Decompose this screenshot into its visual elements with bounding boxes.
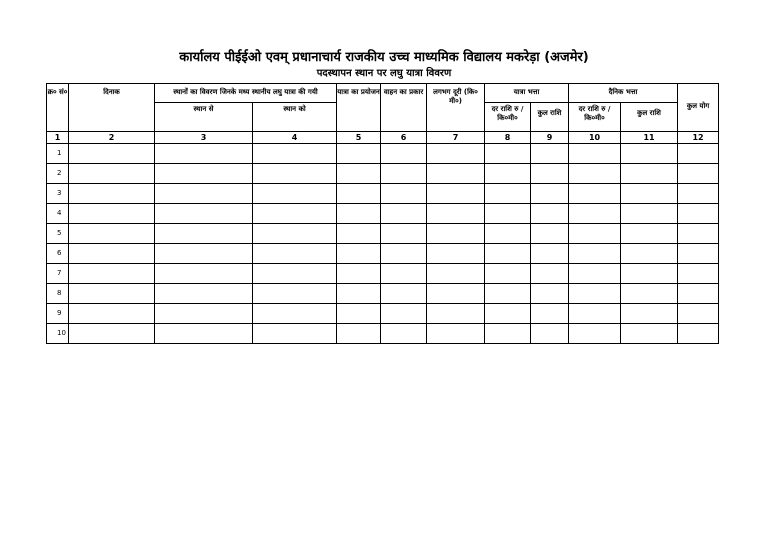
- table-cell: [427, 244, 485, 264]
- table-cell: [253, 264, 337, 284]
- table-cell: [253, 244, 337, 264]
- table-cell: [678, 284, 719, 304]
- header-distance: लगभग दूरी (कि० मी०): [427, 84, 485, 132]
- table-row: [47, 324, 719, 344]
- table-cell: [155, 304, 253, 324]
- row-serial-number: 6: [47, 244, 69, 264]
- table-cell: [621, 264, 678, 284]
- table-cell: [569, 224, 621, 244]
- table-cell: [678, 204, 719, 224]
- header-da-total: कुल राशि: [621, 103, 678, 132]
- table-cell: [155, 164, 253, 184]
- row-serial-number: 3: [47, 184, 69, 204]
- table-cell: [253, 304, 337, 324]
- table-cell: [569, 284, 621, 304]
- row-serial-number: 9: [47, 304, 69, 324]
- table-cell: [678, 164, 719, 184]
- table-cell: [531, 264, 569, 284]
- table-cell: [621, 284, 678, 304]
- column-number: 8: [485, 132, 531, 144]
- table-cell: [678, 304, 719, 324]
- column-number: 10: [569, 132, 621, 144]
- table-cell: [69, 304, 155, 324]
- column-number: 1: [47, 132, 69, 144]
- table-cell: [678, 244, 719, 264]
- table-cell: [531, 284, 569, 304]
- table-cell: [678, 184, 719, 204]
- table-cell: [569, 164, 621, 184]
- header-vehicle: वाहन का प्रकार: [381, 84, 427, 132]
- table-cell: [253, 324, 337, 344]
- table-row: [47, 304, 719, 324]
- table-cell: [337, 304, 381, 324]
- table-cell: [155, 144, 253, 164]
- header-ta-rate: दर राशि रु /कि०मी०: [485, 103, 531, 132]
- table-cell: [253, 204, 337, 224]
- table-cell: [621, 324, 678, 344]
- table-cell: [531, 324, 569, 344]
- header-travel-allowance: यात्रा भत्ता: [485, 84, 569, 103]
- table-cell: [678, 144, 719, 164]
- table-cell: [621, 184, 678, 204]
- row-serial-number: 8: [47, 284, 69, 304]
- column-number: 2: [69, 132, 155, 144]
- table-cell: [69, 204, 155, 224]
- table-cell: [69, 244, 155, 264]
- header-grand-total: कुल योग: [678, 84, 719, 132]
- table-row: [47, 224, 719, 244]
- table-cell: [621, 244, 678, 264]
- table-cell: [337, 244, 381, 264]
- table-cell: [485, 244, 531, 264]
- table-cell: [485, 184, 531, 204]
- table-cell: [531, 184, 569, 204]
- table-cell: [569, 264, 621, 284]
- table-cell: [337, 284, 381, 304]
- table-cell: [253, 284, 337, 304]
- table-cell: [337, 264, 381, 284]
- table-cell: [427, 204, 485, 224]
- table-cell: [427, 304, 485, 324]
- table-cell: [485, 264, 531, 284]
- column-number: 6: [381, 132, 427, 144]
- table-cell: [69, 184, 155, 204]
- column-number: 5: [337, 132, 381, 144]
- table-cell: [69, 324, 155, 344]
- column-number-row: [47, 132, 719, 144]
- table-cell: [381, 284, 427, 304]
- table-cell: [531, 204, 569, 224]
- table-cell: [485, 224, 531, 244]
- header-da-rate: दर राशि रु /कि०मी०: [569, 103, 621, 132]
- header-purpose: यात्रा का प्रयोजन: [337, 84, 381, 132]
- table-cell: [485, 144, 531, 164]
- row-serial-number: 1: [47, 144, 69, 164]
- table-cell: [337, 324, 381, 344]
- table-cell: [621, 304, 678, 324]
- table-cell: [531, 144, 569, 164]
- table-cell: [569, 304, 621, 324]
- table-cell: [427, 284, 485, 304]
- table-cell: [485, 304, 531, 324]
- header-places-group: स्थानों का विवरण जिनके मध्य स्थानीय लघु यात्रा की गयी: [155, 84, 337, 103]
- table-cell: [155, 264, 253, 284]
- table-cell: [381, 144, 427, 164]
- header-serial: क्र० सं०: [47, 84, 69, 132]
- table-row: [47, 184, 719, 204]
- table-cell: [621, 144, 678, 164]
- table-cell: [253, 224, 337, 244]
- row-serial-number: 7: [47, 264, 69, 284]
- table-cell: [531, 164, 569, 184]
- document-subtitle: पदस्थापन स्थान पर लघु यात्रा विवरण: [316, 68, 452, 79]
- table-cell: [337, 164, 381, 184]
- table-cell: [427, 184, 485, 204]
- row-serial-number: 4: [47, 204, 69, 224]
- table-cell: [155, 204, 253, 224]
- table-cell: [427, 264, 485, 284]
- table-cell: [678, 324, 719, 344]
- table-cell: [485, 324, 531, 344]
- table-cell: [381, 164, 427, 184]
- table-row: [47, 164, 719, 184]
- table-cell: [621, 164, 678, 184]
- table-cell: [69, 264, 155, 284]
- column-number: 7: [427, 132, 485, 144]
- table-cell: [155, 184, 253, 204]
- table-cell: [253, 184, 337, 204]
- table-cell: [69, 284, 155, 304]
- column-number: 12: [678, 132, 719, 144]
- header-place-from: स्थान से: [155, 103, 253, 132]
- table-cell: [381, 264, 427, 284]
- table-row: [47, 244, 719, 264]
- header-daily-allowance: दैनिक भत्ता: [569, 84, 678, 103]
- table-cell: [569, 324, 621, 344]
- table-row: [47, 264, 719, 284]
- table-cell: [69, 224, 155, 244]
- table-cell: [337, 224, 381, 244]
- table-cell: [337, 204, 381, 224]
- table-cell: [155, 224, 253, 244]
- table-row: [47, 144, 719, 164]
- row-serial-number: 2: [47, 164, 69, 184]
- table-cell: [381, 304, 427, 324]
- table-cell: [485, 284, 531, 304]
- row-serial-number: 10: [47, 324, 69, 344]
- table-cell: [569, 184, 621, 204]
- header-place-to: स्थान को: [253, 103, 337, 132]
- table-cell: [427, 144, 485, 164]
- table-cell: [69, 164, 155, 184]
- table-cell: [621, 224, 678, 244]
- table-cell: [381, 184, 427, 204]
- table-cell: [569, 204, 621, 224]
- table-cell: [253, 144, 337, 164]
- column-number: 3: [155, 132, 253, 144]
- table-cell: [155, 324, 253, 344]
- row-serial-number: 5: [47, 224, 69, 244]
- table-cell: [427, 224, 485, 244]
- document-title: कार्यालय पीईईओ एवम् प्रधानाचार्य राजकीय उच्च माध्यमिक विद्यालय मकरेड़ा (अजमेर): [179, 50, 589, 65]
- column-number: 11: [621, 132, 678, 144]
- table-cell: [569, 144, 621, 164]
- table-cell: [531, 244, 569, 264]
- table-cell: [485, 164, 531, 184]
- table-cell: [69, 144, 155, 164]
- table-cell: [337, 144, 381, 164]
- table-cell: [155, 284, 253, 304]
- table-cell: [381, 244, 427, 264]
- table-cell: [569, 244, 621, 264]
- table-cell: [155, 244, 253, 264]
- table-cell: [427, 324, 485, 344]
- table-cell: [381, 224, 427, 244]
- header-date: दिनाक: [69, 84, 155, 132]
- table-row: [47, 284, 719, 304]
- table-cell: [621, 204, 678, 224]
- column-number: 9: [531, 132, 569, 144]
- table-cell: [253, 164, 337, 184]
- table-row: [47, 204, 719, 224]
- table-cell: [337, 184, 381, 204]
- table-cell: [485, 204, 531, 224]
- table-cell: [381, 204, 427, 224]
- table-cell: [381, 324, 427, 344]
- table-cell: [531, 224, 569, 244]
- header-ta-total: कुल राशि: [531, 103, 569, 132]
- table-cell: [678, 264, 719, 284]
- table-cell: [531, 304, 569, 324]
- table-cell: [678, 224, 719, 244]
- column-number: 4: [253, 132, 337, 144]
- travel-details-table: [46, 83, 719, 344]
- table-cell: [427, 164, 485, 184]
